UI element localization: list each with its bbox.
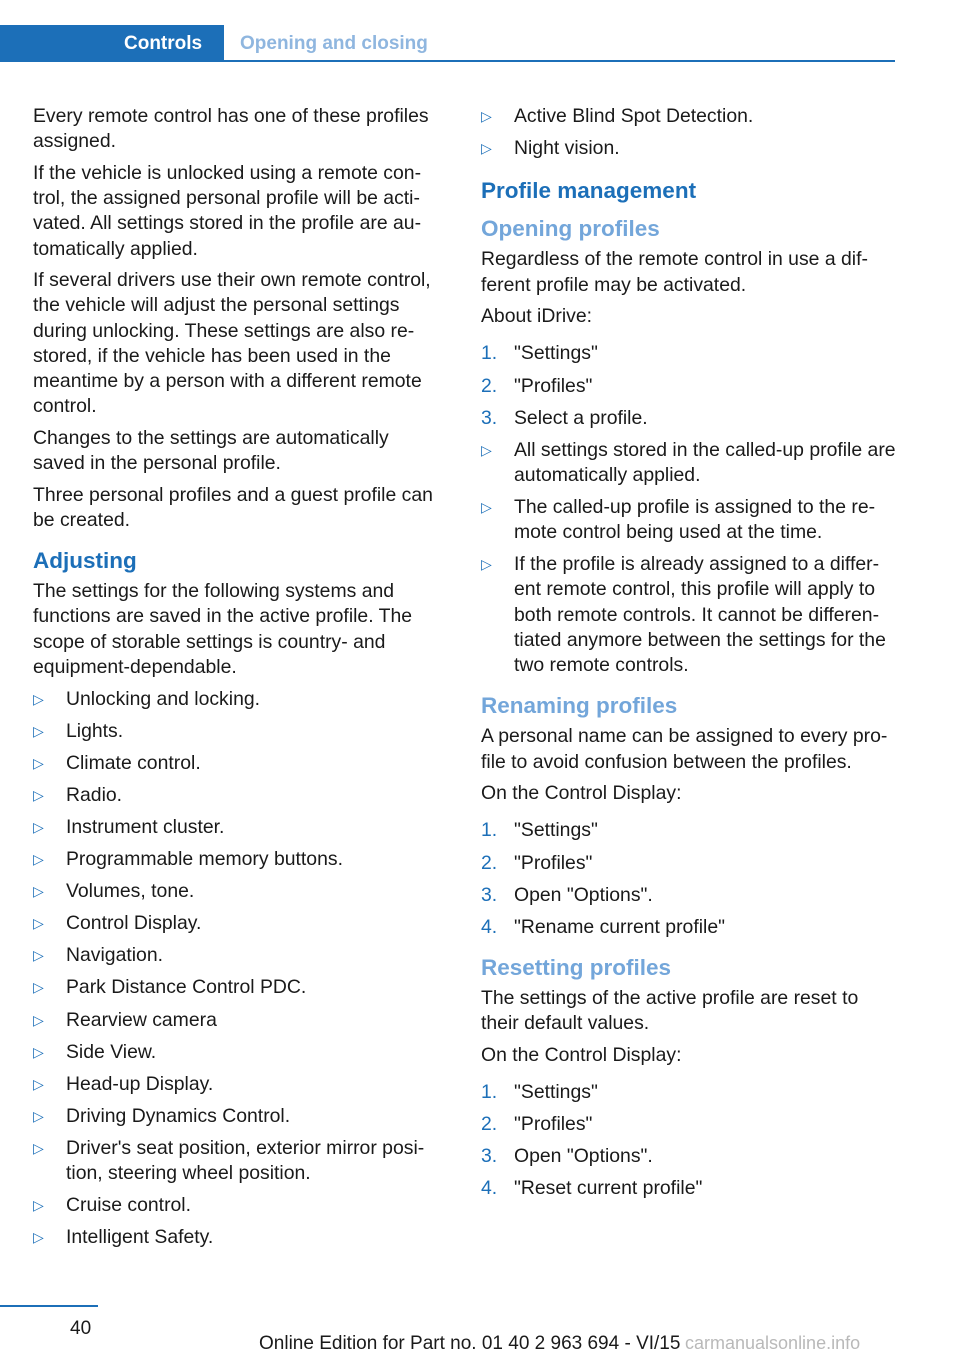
footer-rule xyxy=(0,1305,98,1307)
section-heading-profile-management: Profile management xyxy=(481,178,697,204)
step-number: 4. xyxy=(481,1177,498,1200)
triangle-bullet-icon: ▷ xyxy=(33,722,44,739)
list-item-text: Control Display. xyxy=(66,912,202,935)
list-item-text: Park Distance Control PDC. xyxy=(66,976,307,999)
list-item-text: Driver's seat position, exterior mirror posi-tion, steering wheel position. xyxy=(66,1136,425,1185)
watermark: carmanualsonline.info xyxy=(685,1333,861,1353)
step-text: "Profiles" xyxy=(514,374,593,397)
list-item-text: Radio. xyxy=(66,783,123,806)
list-item-text: Lights. xyxy=(66,719,124,742)
list-item xyxy=(33,751,443,776)
triangle-bullet-icon: ▷ xyxy=(33,1139,44,1156)
step-text: "Settings" xyxy=(514,342,598,365)
paragraph: Every remote control has one of these profiles assigned. xyxy=(33,105,429,153)
note-item xyxy=(481,495,901,545)
list-item-text: Head-up Display. xyxy=(66,1072,214,1095)
triangle-bullet-icon: ▷ xyxy=(33,1197,44,1214)
list-item-text: Navigation. xyxy=(66,944,164,967)
paragraph: If the vehicle is unlocked using a remote con-trol, the assigned personal profile will be acti-vated. All settings stored in the profile are au-tomatically applied. xyxy=(33,161,422,260)
step-number: 3. xyxy=(481,406,498,429)
step-number: 4. xyxy=(481,915,498,938)
list-item-text: Climate control. xyxy=(66,751,201,774)
list-item xyxy=(33,719,443,744)
step-item xyxy=(481,818,901,843)
triangle-bullet-icon: ▷ xyxy=(33,851,44,868)
list-item xyxy=(33,1008,443,1033)
paragraph: Regardless of the remote control in use a dif-ferent profile may be activated. xyxy=(481,248,868,296)
triangle-bullet-icon: ▷ xyxy=(33,786,44,803)
list-item xyxy=(33,1193,443,1218)
step-item xyxy=(481,1112,901,1137)
step-number: 3. xyxy=(481,1145,498,1168)
step-number: 1. xyxy=(481,819,498,842)
triangle-bullet-icon: ▷ xyxy=(33,1075,44,1092)
step-item xyxy=(481,883,901,908)
subheading-renaming-profiles: Renaming profiles xyxy=(481,693,678,719)
list-item-text: Cruise control. xyxy=(66,1194,192,1217)
step-item xyxy=(481,1080,901,1105)
step-text: "Profiles" xyxy=(514,1113,593,1136)
list-item xyxy=(33,783,443,808)
list-item xyxy=(481,136,901,161)
triangle-bullet-icon: ▷ xyxy=(33,947,44,964)
list-item xyxy=(33,1040,443,1065)
list-item-text: Rearview camera xyxy=(66,1008,217,1031)
triangle-bullet-icon: ▷ xyxy=(33,1011,44,1028)
page-number: 40 xyxy=(70,1318,92,1339)
step-number: 3. xyxy=(481,883,498,906)
step-number: 2. xyxy=(481,1113,498,1136)
list-item xyxy=(481,104,901,129)
triangle-bullet-icon: ▷ xyxy=(33,1107,44,1124)
triangle-bullet-icon: ▷ xyxy=(33,915,44,932)
edition-note: Online Edition for Part no. 01 40 2 963 694 - VI/15 xyxy=(259,1333,681,1354)
triangle-bullet-icon: ▷ xyxy=(33,1229,44,1246)
step-text: "Rename current profile" xyxy=(514,915,725,938)
paragraph: Changes to the settings are automatically saved in the personal profile. xyxy=(33,426,389,475)
triangle-bullet-icon: ▷ xyxy=(33,1043,44,1060)
paragraph: A personal name can be assigned to every pro-file to avoid confusion between the profiles. xyxy=(481,725,888,773)
step-item xyxy=(481,851,901,876)
list-item-text: Driving Dynamics Control. xyxy=(66,1104,291,1127)
subheading-resetting-profiles: Resetting profiles xyxy=(481,954,672,980)
left-column xyxy=(33,104,443,1257)
stored-settings-list xyxy=(33,687,443,1251)
list-item-text: Night vision. xyxy=(514,137,620,160)
triangle-bullet-icon: ▷ xyxy=(481,108,492,124)
list-item xyxy=(33,687,443,712)
step-text: Open "Options". xyxy=(514,883,653,906)
list-item-text: Volumes, tone. xyxy=(66,880,195,903)
section-tab-opening-closing: Opening and closing xyxy=(240,33,428,54)
note-item xyxy=(481,438,901,488)
note-item xyxy=(481,552,901,678)
note-text: If the profile is already assigned to a differ-ent remote control, this profile will apply to both remote controls. It cannot be differen-tiated anymore between the settings for the two remote controls. xyxy=(514,553,886,677)
triangle-bullet-icon: ▷ xyxy=(33,818,44,835)
list-item-text: Instrument cluster. xyxy=(66,815,225,838)
list-item xyxy=(33,1104,443,1129)
step-text: "Settings" xyxy=(514,1081,598,1103)
stored-settings-list-continued xyxy=(481,104,901,161)
paragraph: The settings of the active profile are reset to their default values. xyxy=(481,986,859,1035)
list-item xyxy=(33,815,443,840)
paragraph: On the Control Display: xyxy=(481,782,682,805)
paragraph: The settings for the following systems and functions are saved in the active profile. The scope of storable settings is country- and equipment-dependable. xyxy=(33,580,413,678)
resetting-steps xyxy=(481,1080,901,1201)
step-item xyxy=(481,1176,901,1201)
note-text: All settings stored in the called-up profile are automatically applied. xyxy=(514,438,896,486)
triangle-bullet-icon: ▷ xyxy=(33,883,44,900)
step-text: "Reset current profile" xyxy=(514,1177,703,1200)
step-text: Open "Options". xyxy=(514,1145,653,1168)
step-number: 1. xyxy=(481,1081,498,1103)
paragraph: Three personal profiles and a guest profile can be created. xyxy=(33,483,433,532)
renaming-steps xyxy=(481,818,901,939)
section-heading-adjusting: Adjusting xyxy=(33,548,137,574)
list-item xyxy=(33,847,443,872)
step-item xyxy=(481,1144,901,1169)
list-item xyxy=(33,1225,443,1250)
triangle-bullet-icon: ▷ xyxy=(481,556,492,573)
step-item xyxy=(481,374,901,399)
step-item xyxy=(481,915,901,940)
right-column xyxy=(481,104,901,1208)
step-number: 2. xyxy=(481,851,498,874)
list-item-text: Active Blind Spot Detection. xyxy=(514,105,754,127)
step-number: 2. xyxy=(481,374,498,397)
triangle-bullet-icon: ▷ xyxy=(481,140,492,157)
paragraph: On the Control Display: xyxy=(481,1043,682,1066)
header-rule xyxy=(0,60,895,62)
triangle-bullet-icon: ▷ xyxy=(33,690,44,707)
step-number: 1. xyxy=(481,342,498,365)
step-item xyxy=(481,406,901,431)
list-item xyxy=(33,911,443,936)
triangle-bullet-icon: ▷ xyxy=(481,441,492,458)
list-item xyxy=(33,879,443,904)
list-item-text: Side View. xyxy=(66,1040,157,1063)
paragraph: If several drivers use their own remote control, the vehicle will adjust the personal settings during unlocking. These settings are also re-stored, if the vehicle has been used in the meantime by a person with a different remote control. xyxy=(33,269,431,418)
subheading-opening-profiles: Opening profiles xyxy=(481,216,660,242)
list-item xyxy=(33,1072,443,1097)
list-item xyxy=(33,943,443,968)
step-text: Select a profile. xyxy=(514,406,648,429)
page-header xyxy=(0,25,895,62)
step-item xyxy=(481,341,901,366)
list-item-text: Programmable memory buttons. xyxy=(66,848,343,871)
list-item-text: Intelligent Safety. xyxy=(66,1226,214,1249)
triangle-bullet-icon: ▷ xyxy=(481,498,492,515)
opening-steps xyxy=(481,341,901,678)
note-text: The called-up profile is assigned to the re-mote control being used at the time. xyxy=(514,495,876,544)
triangle-bullet-icon: ▷ xyxy=(33,754,44,771)
list-item xyxy=(33,1136,443,1186)
step-text: "Profiles" xyxy=(514,851,593,874)
step-text: "Settings" xyxy=(514,819,598,842)
list-item-text: Unlocking and locking. xyxy=(66,687,261,710)
section-tab-controls: Controls xyxy=(0,25,224,62)
list-item xyxy=(33,975,443,1000)
paragraph: About iDrive: xyxy=(481,305,593,328)
triangle-bullet-icon: ▷ xyxy=(33,979,44,996)
